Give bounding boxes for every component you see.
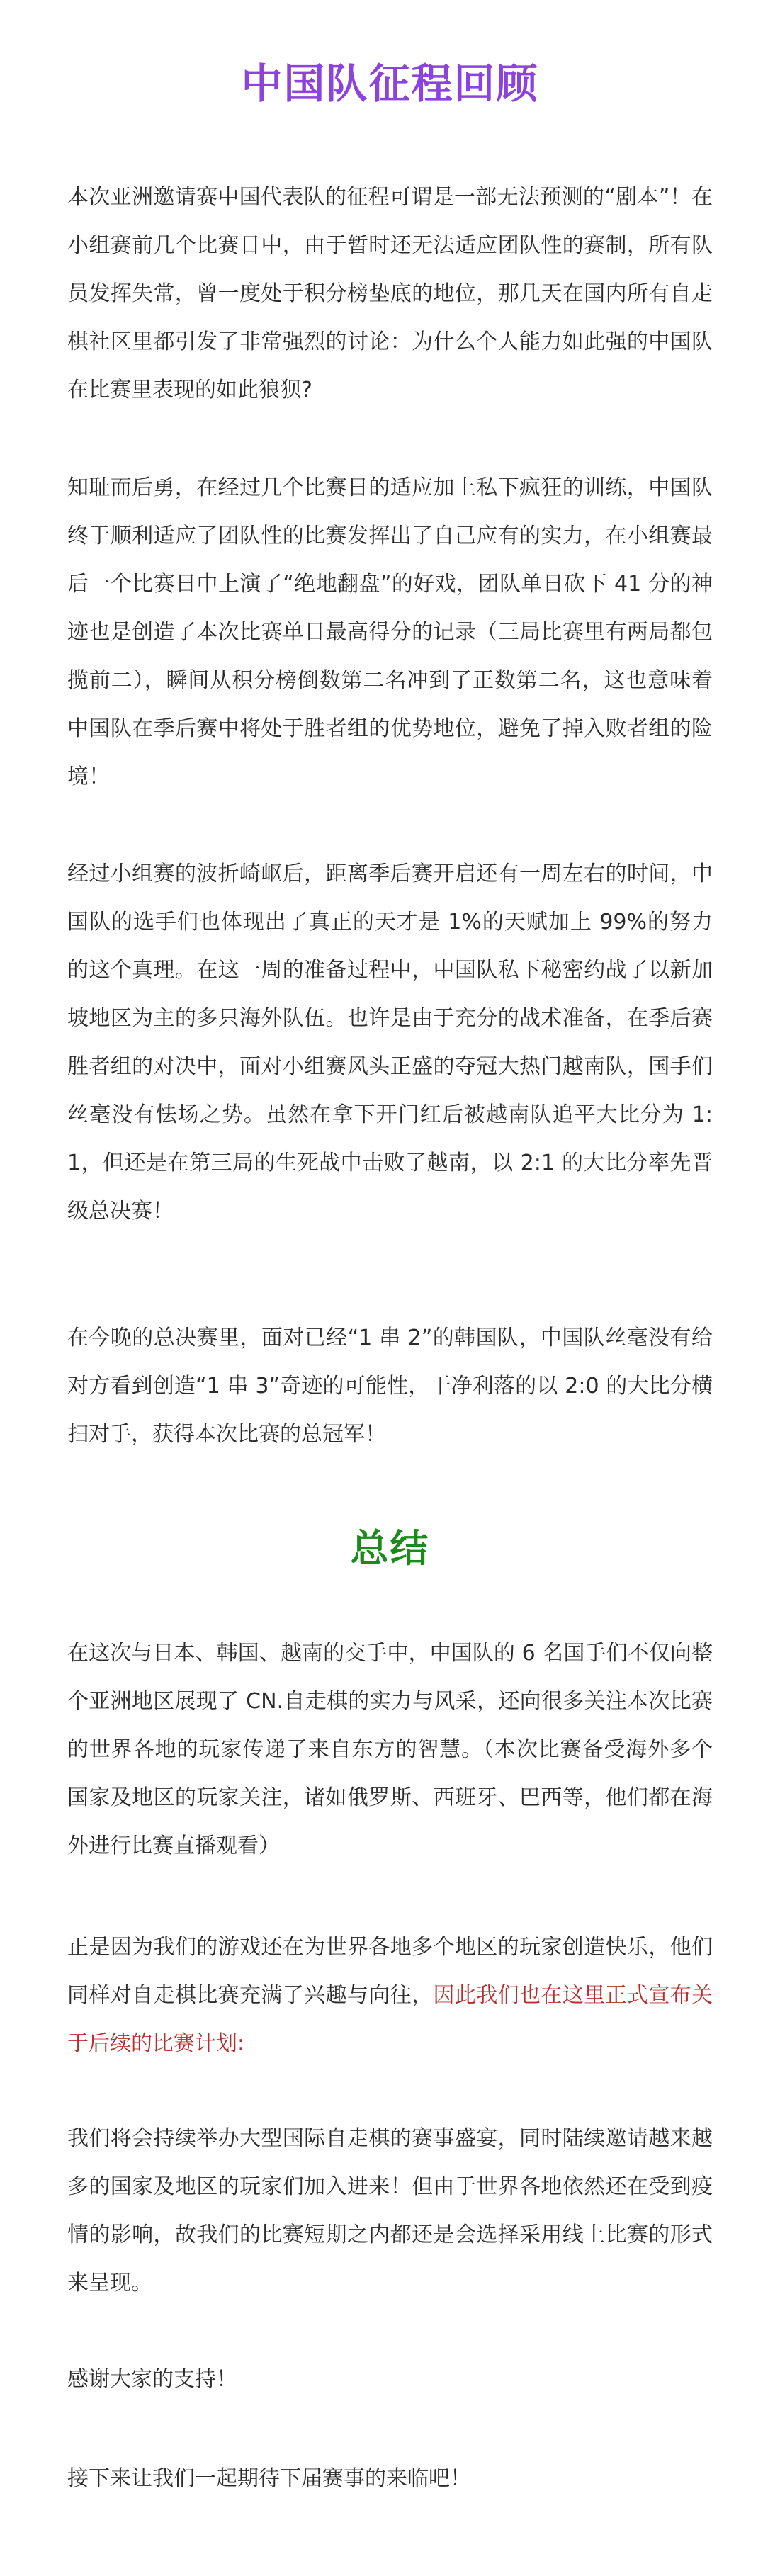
summary-paragraph-1: 在这次与日本、韩国、越南的交手中，中国队的 6 名国手们不仅向整个亚洲地区展现了 CN.自走棋的实力与风采，还向很多关注本次比赛的世界各地的玩家传递了来自东方的智慧。（本次比赛备受海外多个国家及地区的玩家关注，诸如俄罗斯、西班牙、巴西等，他们都在海外进行比赛直播观看） [67,1641,713,1858]
summary-paragraph-2-text: 正是因为我们的游戏还在为世界各地多个地区的玩家创造快乐，他们同样对自走棋比赛充满了兴趣与向往， [67,1935,713,2008]
review-paragraph-4: 在今晚的总决赛里，面对已经“1 串 2”的韩国队，中国队丝毫没有给对方看到创造“1 串 3”奇迹的可能性，干净利落的以 2:0 的大比分横扫对手，获得本次比赛的总冠军！ [67,1326,713,1447]
review-title: 中国队征程回顾 [241,60,539,108]
review-paragraph-3: 经过小组赛的波折崎岖后，距离季后赛开启还有一周左右的时间，中国队的选手们也体现出了真正的天才是 1%的天赋加上 99%的努力的这个真理。在这一周的准备过程中，中国队私下秘密约战了以新加坡地区为主的多只海外队伍。也许是由于充分的战术准备，在季后赛胜者组的对决中，面对小组赛风头正盛的夺冠大热门越南队，国手们丝毫没有怯场之势。虽然在拿下开门红后被越南队追平大比分为 1:1，但还是在第三局的生死战中击败了越南，以 2:1 的大比分率先晋级总决赛！ [67,862,713,1224]
summary-paragraph-2 [67,1923,713,2068]
review-paragraph-2: 知耻而后勇，在经过几个比赛日的适应加上私下疯狂的训练，中国队终于顺利适应了团队性的比赛发挥出了自己应有的实力，在小组赛最后一个比赛日中上演了“绝地翻盘”的好戏，团队单日砍下 41 分的神迹也是创造了本次比赛单日最高得分的记录（三局比赛里有两局都包揽前二），瞬间从积分榜倒数第二名冲到了正数第二名，这也意味着中国队在季后赛中将处于胜者组的优势地位，避免了掉入败者组的险境！ [67,475,713,789]
thanks-line: 感谢大家的支持！ [67,2367,237,2392]
summary-announcement-highlight: 因此我们也在这里正式宣布关于后续的比赛计划: [67,1983,713,2056]
review-paragraph-1: 本次亚洲邀请赛中国代表队的征程可谓是一部无法预测的“剧本”！在小组赛前几个比赛日中，由于暂时还无法适应团队性的赛制，所有队员发挥失常，曾一度处于积分榜垫底的地位，那几天在国内所有自走棋社区里都引发了非常强烈的讨论：为什么个人能力如此强的中国队在比赛里表现的如此狼狈? [67,185,713,402]
summary-title: 总结 [350,1526,430,1571]
closing-line: 接下来让我们一起期待下届赛事的来临吧！ [67,2466,471,2491]
summary-paragraph-3: 我们将会持续举办大型国际自走棋的赛事盛宴，同时陆续邀请越来越多的国家及地区的玩家们加入进来！但由于世界各地依然还在受到疫情的影响，故我们的比赛短期之内都还是会选择采用线上比赛的形式来呈现。 [67,2126,713,2295]
